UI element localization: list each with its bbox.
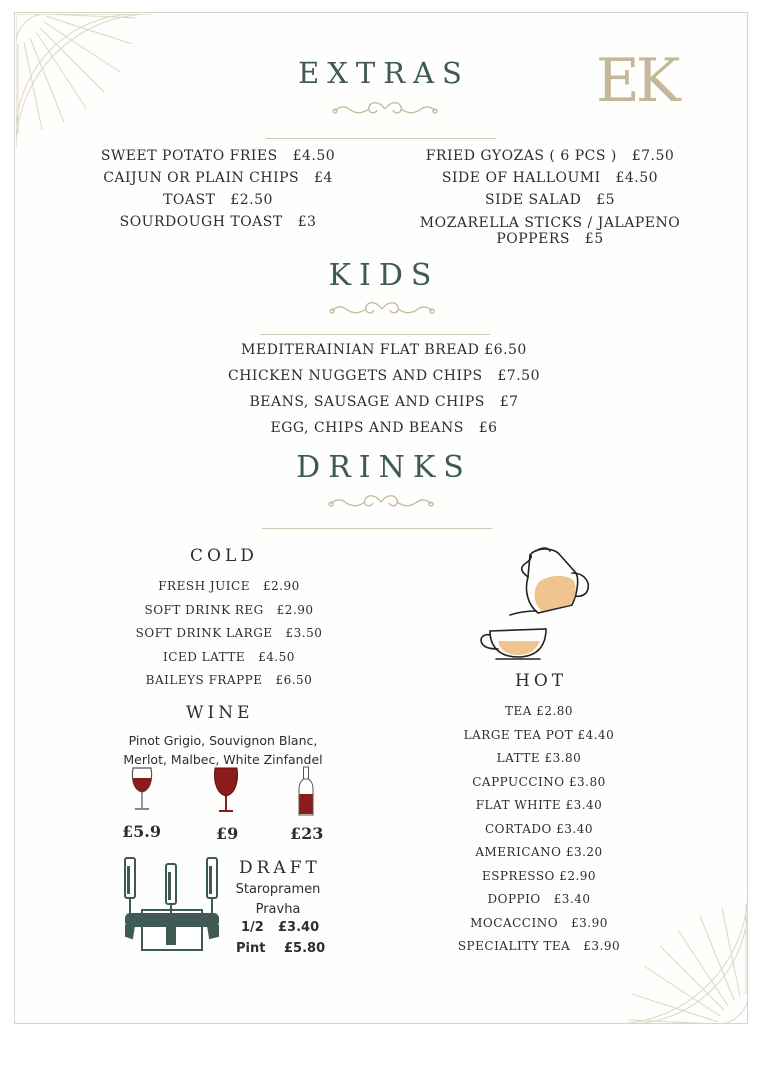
menu-item: AMERICANO £3.20 xyxy=(475,845,603,859)
extras-left-column xyxy=(50,148,386,236)
menu-item: FLAT WHITE £3.40 xyxy=(475,798,603,812)
menu-item: SPECIALITY TEA £3.90 xyxy=(457,939,621,953)
flourish-ornament-icon xyxy=(331,98,439,120)
menu-item: ICED LATTE £4.50 xyxy=(163,649,295,664)
menu-item: TOAST £2.50 xyxy=(163,192,273,208)
menu-item: BEANS, SAUSAGE AND CHIPS £7 xyxy=(249,394,519,410)
draft-beers xyxy=(228,880,328,920)
beer-taps-icon xyxy=(122,856,222,952)
wine-price-glass-large: £9 xyxy=(216,824,239,843)
wine-bottle-icon xyxy=(296,766,316,818)
menu-item: SOFT DRINK LARGE £3.50 xyxy=(135,626,323,640)
wine-varieties-line: Merlot, Malbec, White Zinfandel xyxy=(123,752,323,767)
wine-price-glass-small: £5.9 xyxy=(122,822,161,841)
wine-varieties-line: Pinot Grigio, Souvignon Blanc, xyxy=(128,733,318,748)
draft-beer-name: Pravha xyxy=(255,902,301,917)
menu-item: LATTE £3.80 xyxy=(496,751,582,765)
brand-logo: EK xyxy=(596,46,677,116)
menu-item: LARGE TEA POT £4.40 xyxy=(463,727,615,742)
draft-pint-price: £5.80 xyxy=(284,941,326,956)
draft-half-label: 1/2 xyxy=(241,920,264,935)
wine-heading: WINE xyxy=(186,703,254,723)
wine-glass-large-icon xyxy=(212,766,240,816)
kids-heading: KIDS xyxy=(328,258,440,293)
menu-item: SIDE OF HALLOUMI £4.50 xyxy=(441,170,659,186)
menu-item: MOCACCINO £3.90 xyxy=(470,915,608,930)
extras-right-column xyxy=(380,148,720,247)
menu-item: CAPPUCCINO £3.80 xyxy=(472,774,606,789)
flourish-ornament-icon xyxy=(327,491,435,513)
menu-item: CAIJUN OR PLAIN CHIPS £4 xyxy=(103,170,333,186)
draft-half-price: £3.40 xyxy=(278,920,320,935)
menu-item: BAILEYS FRAPPE £6.50 xyxy=(145,673,313,687)
wine-varieties xyxy=(100,731,346,769)
menu-item: SWEET POTATO FRIES £4.50 xyxy=(100,148,336,164)
menu-item: SOURDOUGH TOAST £3 xyxy=(119,214,317,230)
draft-pint-label: Pint xyxy=(236,941,266,956)
menu-item: DOPPIO £3.40 xyxy=(487,892,591,906)
hot-heading: HOT xyxy=(515,671,568,691)
menu-item: CHICKEN NUGGETS AND CHIPS £7.50 xyxy=(228,368,540,384)
extras-heading: EXTRAS xyxy=(298,56,470,90)
menu-item: ESPRESSO £2.90 xyxy=(481,868,597,883)
menu-item: SIDE SALAD £5 xyxy=(484,192,615,208)
menu-item: MOZARELLA STICKS / JALAPENO xyxy=(419,215,681,231)
menu-item: FRESH JUICE £2.90 xyxy=(158,579,300,593)
cold-heading: COLD xyxy=(190,546,258,566)
teapot-cup-icon xyxy=(476,545,600,663)
menu-item: MEDITERAINIAN FLAT BREAD £6.50 xyxy=(241,342,527,358)
fan-corner-top-left-icon xyxy=(16,14,156,152)
menu-item: EGG, CHIPS AND BEANS £6 xyxy=(270,420,498,436)
flourish-ornament-icon xyxy=(328,298,436,320)
menu-item: FRIED GYOZAS ( 6 PCS ) £7.50 xyxy=(425,148,675,164)
cold-list xyxy=(100,579,358,697)
menu-item: POPPERS £5 xyxy=(496,231,604,247)
draft-heading: DRAFT xyxy=(239,858,321,878)
hot-list xyxy=(424,704,654,963)
wine-price-bottle: £23 xyxy=(290,824,324,843)
kids-list xyxy=(184,342,584,446)
drinks-heading: DRINKS xyxy=(296,450,472,485)
menu-item: TEA £2.80 xyxy=(504,704,574,718)
draft-beer-name: Staropramen xyxy=(235,882,321,897)
menu-item: CORTADO £3.40 xyxy=(485,821,593,836)
wine-glass-small-icon xyxy=(128,766,156,814)
menu-item: SOFT DRINK REG £2.90 xyxy=(144,602,314,617)
